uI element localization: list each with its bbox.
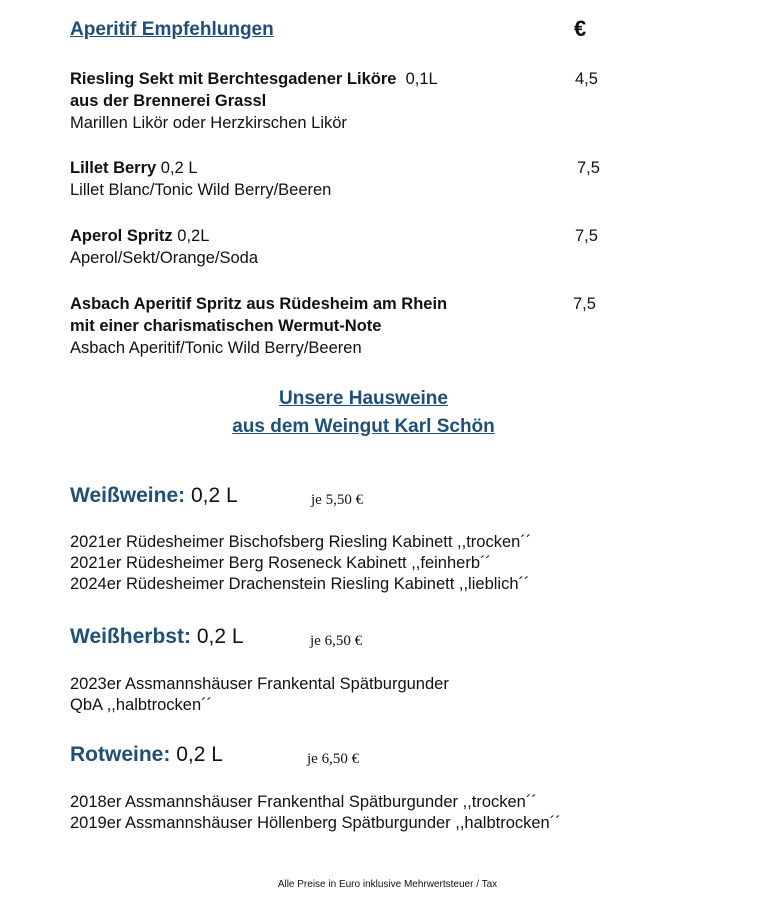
item-volume: 0,2L xyxy=(177,227,210,245)
wine-item: QbA ,,halbtrocken´´ xyxy=(70,696,213,714)
menu-item xyxy=(70,293,447,359)
hausweine-subheading: aus dem Weingut Karl Schön xyxy=(232,416,495,437)
section-price-note: je 6,50 € xyxy=(307,751,360,767)
item-description: Lillet Blanc/Tonic Wild Berry/Beeren xyxy=(70,181,332,199)
item-name: Aperol Spritz xyxy=(70,227,173,245)
item-price: 7,5 xyxy=(573,295,596,313)
item-name-line2: mit einer charismatischen Wermut-Note xyxy=(70,317,382,335)
section-price-note: je 5,50 € xyxy=(311,492,364,508)
section-volume: 0,2 L xyxy=(176,743,223,766)
hausweine-heading: Unsere Hausweine xyxy=(279,388,448,409)
wine-list xyxy=(70,792,561,834)
item-volume: 0,1L xyxy=(405,70,438,88)
menu-item xyxy=(70,157,331,201)
wine-item: 2021er Rüdesheimer Berg Roseneck Kabinett ,,feinherb´´ xyxy=(70,554,491,572)
aperitif-heading: Aperitif Empfehlungen xyxy=(70,19,274,40)
wine-list xyxy=(70,674,449,716)
item-price: 4,5 xyxy=(575,70,598,88)
item-price: 7,5 xyxy=(577,159,600,177)
section-name: Weißherbst: xyxy=(70,625,191,648)
section-title-rotweine xyxy=(70,742,223,768)
footer-note: Alle Preise in Euro inklusive Mehrwertsteuer / Tax xyxy=(277,879,498,890)
section-volume: 0,2 L xyxy=(190,484,238,507)
item-price: 7,5 xyxy=(575,227,598,245)
wine-list xyxy=(70,532,531,595)
item-description: Marillen Likör oder Herzkirschen Likör xyxy=(70,114,347,132)
section-title-weissherbst xyxy=(70,624,244,650)
item-name: Riesling Sekt mit Berchtesgadener Liköre xyxy=(70,70,397,88)
wine-item: 2019er Assmannshäuser Höllenberg Spätburgunder ,,halbtrocken´´ xyxy=(70,814,561,832)
item-name-line2: aus der Brennerei Grassl xyxy=(70,92,267,110)
section-name: Rotweine: xyxy=(70,743,171,766)
wine-item: 2024er Rüdesheimer Drachenstein Riesling Kabinett ,,lieblich´´ xyxy=(70,575,530,593)
wine-item: 2023er Assmannshäuser Frankental Spätburgunder xyxy=(70,675,449,693)
section-volume: 0,2 L xyxy=(196,625,244,648)
menu-item xyxy=(70,68,438,134)
item-description: Asbach Aperitif/Tonic Wild Berry/Beeren xyxy=(70,339,362,357)
currency-symbol: € xyxy=(574,16,587,41)
item-name: Asbach Aperitif Spritz aus Rüdesheim am Rhein xyxy=(70,295,448,313)
section-title-weissweine xyxy=(70,483,238,509)
section-name: Weißweine: xyxy=(70,484,186,507)
wine-item: 2018er Assmannshäuser Frankenthal Spätburgunder ,,trocken´´ xyxy=(70,793,537,811)
item-volume: 0,2 L xyxy=(160,159,198,177)
item-description: Aperol/Sekt/Orange/Soda xyxy=(70,249,259,267)
wine-item: 2021er Rüdesheimer Bischofsberg Riesling Kabinett ,,trocken´´ xyxy=(70,533,532,551)
item-name: Lillet Berry xyxy=(70,159,157,177)
section-price-note: je 6,50 € xyxy=(310,633,363,649)
menu-item xyxy=(70,225,258,269)
